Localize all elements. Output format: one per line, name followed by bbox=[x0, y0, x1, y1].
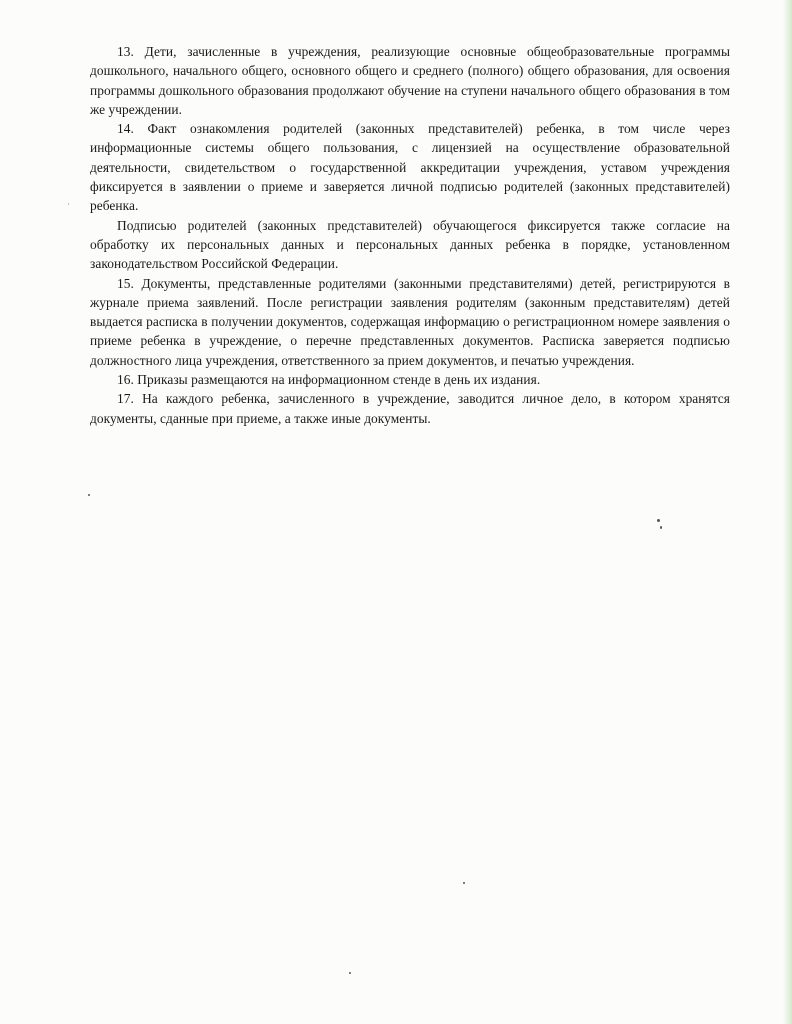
paragraph-14-consent: Подписью родителей (законных представителей) обучающегося фиксируется также согласие на обработку их персональных данных и персональных данных ребенка в порядке, установленном законодательством Российской Федерации. bbox=[90, 217, 730, 272]
scan-speck bbox=[68, 203, 69, 205]
scan-speck bbox=[657, 519, 660, 522]
scan-speck bbox=[88, 494, 90, 496]
paragraph-13: 13. Дети, зачисленные в учреждения, реализующие основные общеобразовательные программы дошкольного, начального общего, основного общего и среднего (полного) общего образования, для освоения программы дошкольного образования продолжают обучение на ступени начального общего образования в том же учреждении. bbox=[90, 44, 730, 117]
scan-edge-shadow bbox=[783, 0, 792, 1024]
document-body bbox=[90, 42, 730, 428]
paragraph-16: 16. Приказы размещаются на информационном стенде в день их издания. bbox=[117, 372, 541, 388]
scan-speck bbox=[660, 526, 662, 529]
paragraph-17: 17. На каждого ребенка, зачисленного в учреждение, заводится личное дело, в котором хранятся документы, сданные при приеме, а также иные документы. bbox=[90, 391, 730, 426]
scan-speck bbox=[463, 882, 465, 884]
paragraph-14: 14. Факт ознакомления родителей (законных представителей) ребенка, в том числе через информационные системы общего пользования, с лицензией на осуществление образовательной деятельности, свидетельством о государственной аккредитации учреждения, уставом учреждения фиксируется в заявлении о приеме и заверяется личной подписью родителей (законных представителей) ребенка. bbox=[90, 121, 730, 214]
paragraph-15: 15. Документы, представленные родителями (законными представителями) детей, регистрируются в журнале приема заявлений. После регистрации заявления родителям (законным представителям) детей выдается расписка в получении документов, содержащая информацию о регистрационном номере заявления о приеме ребенка в учреждение, о перечне представленных документов. Расписка заверяется подписью должностного лица учреждения, ответственного за прием документов, и печатью учреждения. bbox=[90, 275, 730, 368]
scan-speck bbox=[349, 972, 351, 974]
